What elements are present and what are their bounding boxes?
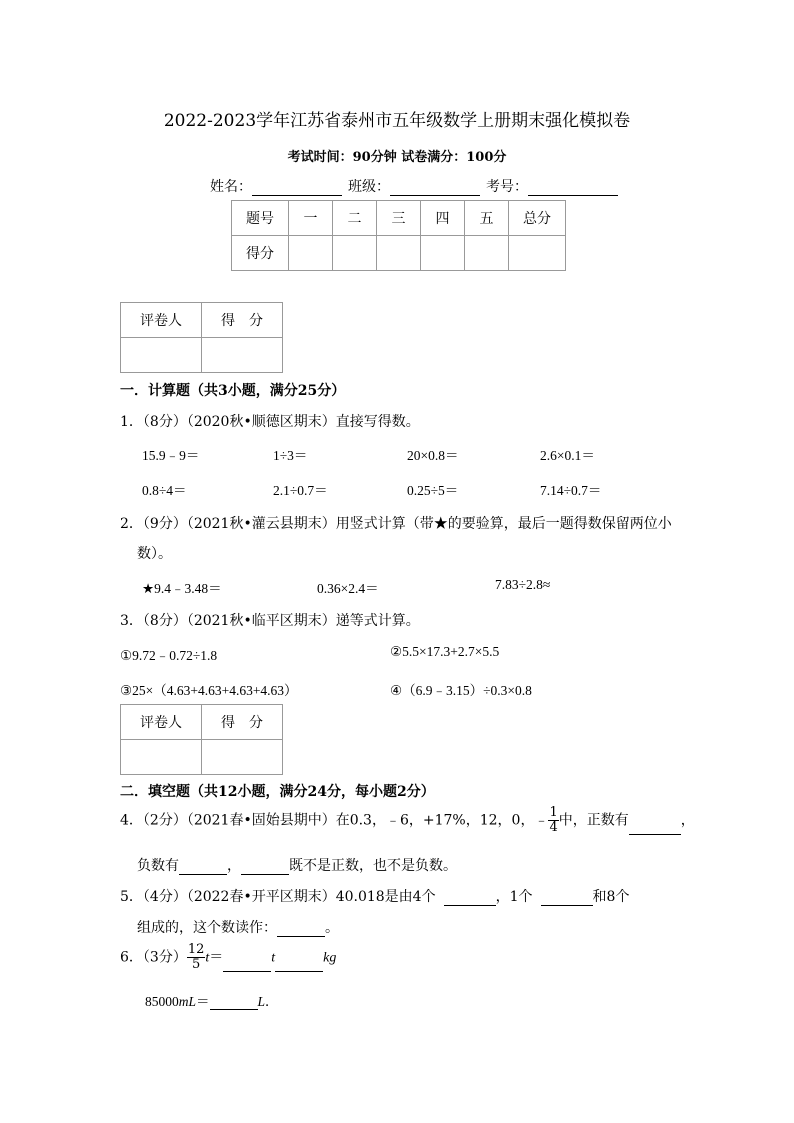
reviewer-label: 评卷人: [121, 303, 202, 338]
unit-l: L: [257, 994, 266, 1009]
answer-blank[interactable]: [444, 892, 496, 906]
grader-score-label: 得 分: [202, 705, 283, 740]
q1-item: 2.6×0.1＝: [540, 448, 595, 463]
reviewer-cell[interactable]: [121, 740, 202, 775]
question-4-cont: [137, 855, 457, 875]
q5-text: 组成的，这个数读作：: [137, 920, 277, 936]
q6-fraction: [187, 943, 206, 972]
unit-t: t: [271, 950, 276, 966]
score-row-label: 得分: [232, 236, 289, 271]
score-header: 五: [465, 201, 509, 236]
score-cell[interactable]: [333, 236, 377, 271]
q4-text: ，: [680, 812, 695, 829]
q2-item: 7.83÷2.8≈: [495, 577, 551, 592]
q1-item: 0.25÷5＝: [407, 483, 459, 498]
fraction-numerator: 12: [187, 942, 205, 957]
q6-text: ＝: [196, 994, 210, 1009]
answer-blank[interactable]: [241, 861, 289, 875]
number-blank[interactable]: [528, 181, 618, 196]
class-label: 班级：: [348, 179, 390, 195]
q4-fraction: [548, 806, 558, 835]
question-6: [120, 943, 336, 972]
answer-blank[interactable]: [210, 996, 258, 1010]
grader-score-label: 得 分: [202, 303, 283, 338]
score-header: 一: [289, 201, 333, 236]
q6-text: ．: [265, 994, 279, 1009]
score-cell[interactable]: [509, 236, 566, 271]
q3-item: ②5.5×17.3+2.7×5.5: [390, 644, 500, 659]
q1-item: 15.9﹣9＝: [142, 448, 200, 463]
class-blank[interactable]: [390, 181, 480, 196]
question-4: [120, 806, 695, 835]
q5-text: 和8个: [592, 889, 630, 905]
score-cell[interactable]: [289, 236, 333, 271]
unit-kg: kg: [323, 950, 337, 966]
section-2-heading: 二．填空题（共12小题，满分24分，每小题2分）: [120, 784, 435, 800]
section-1-heading: 一．计算题（共3小题，满分25分）: [120, 383, 346, 399]
score-table: [231, 200, 566, 271]
q6-text: ＝: [209, 949, 224, 966]
name-label: 姓名：: [210, 179, 252, 195]
q4-text: 4．（2分）（2021春•固始县期中）在0.3，﹣6，+17%，12，0，﹣: [120, 812, 549, 829]
q6-text: 85000: [145, 994, 179, 1009]
answer-blank[interactable]: [179, 861, 227, 875]
question-2: 2．（9分）（2021秋•灌云县期末）用竖式计算（带★的要验算，最后一题得数保留两位小: [120, 516, 672, 532]
q2-item: ★9.4﹣3.48＝: [142, 581, 222, 596]
q3-item: ④（6.9﹣3.15）÷0.3×0.8: [390, 683, 532, 698]
question-6-line2: [145, 990, 279, 1010]
q5-text: 。: [325, 920, 339, 936]
answer-blank[interactable]: [223, 958, 271, 972]
reviewer-cell[interactable]: [121, 338, 202, 373]
answer-blank[interactable]: [275, 958, 323, 972]
score-cell[interactable]: [377, 236, 421, 271]
unit-ml: mL: [178, 994, 197, 1009]
q5-text: ，1个: [495, 889, 533, 905]
q1-item: 1÷3＝: [273, 448, 308, 463]
score-header: 题号: [232, 201, 289, 236]
q4-text: 负数有: [137, 858, 179, 874]
q1-item: 0.8÷4＝: [142, 483, 187, 498]
fraction-numerator: 1: [549, 805, 558, 820]
unit-t: t: [205, 950, 210, 966]
q4-text: 既不是正数，也不是负数。: [289, 858, 457, 874]
q3-item: ③25×（4.63+4.63+4.63+4.63）: [120, 683, 298, 698]
fraction-denominator: 4: [549, 820, 558, 835]
answer-blank[interactable]: [629, 821, 681, 835]
question-1: 1．（8分）（2020秋•顺德区期末）直接写得数。: [120, 414, 420, 430]
question-2-cont: 数）。: [137, 546, 172, 562]
grader-table-1: [120, 302, 283, 373]
fraction-denominator: 5: [191, 957, 201, 972]
q1-item: 2.1÷0.7＝: [273, 483, 328, 498]
grader-table-2: [120, 704, 283, 775]
q2-item: 0.36×2.4＝: [317, 581, 379, 596]
page-title: 2022-2023学年江苏省泰州市五年级数学上册期末强化模拟卷: [163, 111, 631, 131]
q1-item: 20×0.8＝: [407, 448, 459, 463]
grader-score-cell[interactable]: [202, 338, 283, 373]
question-3: 3．（8分）（2021秋•临平区期末）递等式计算。: [120, 613, 420, 629]
score-header: 四: [421, 201, 465, 236]
q6-text: 6．（3分）: [120, 949, 187, 966]
q1-item: 7.14÷0.7＝: [540, 483, 602, 498]
answer-blank[interactable]: [277, 923, 325, 937]
q3-item: ①9.72﹣0.72÷1.8: [120, 648, 218, 663]
score-header: 三: [377, 201, 421, 236]
score-header: 总分: [509, 201, 566, 236]
grader-score-cell[interactable]: [202, 740, 283, 775]
score-cell[interactable]: [465, 236, 509, 271]
question-5-cont: [137, 917, 339, 937]
name-blank[interactable]: [252, 181, 342, 196]
exam-subtitle: 考试时间：90分钟 试卷满分：100分: [287, 150, 507, 165]
reviewer-label: 评卷人: [121, 705, 202, 740]
q4-text: 中，正数有: [558, 812, 629, 829]
number-label: 考号：: [486, 179, 528, 195]
score-cell[interactable]: [421, 236, 465, 271]
score-header: 二: [333, 201, 377, 236]
question-5: [120, 886, 629, 906]
q4-text: ，: [227, 858, 241, 874]
student-info: [210, 176, 618, 196]
q5-text: 5．（4分）（2022春•开平区期末）40.018是由4个: [120, 889, 436, 905]
answer-blank[interactable]: [541, 892, 593, 906]
